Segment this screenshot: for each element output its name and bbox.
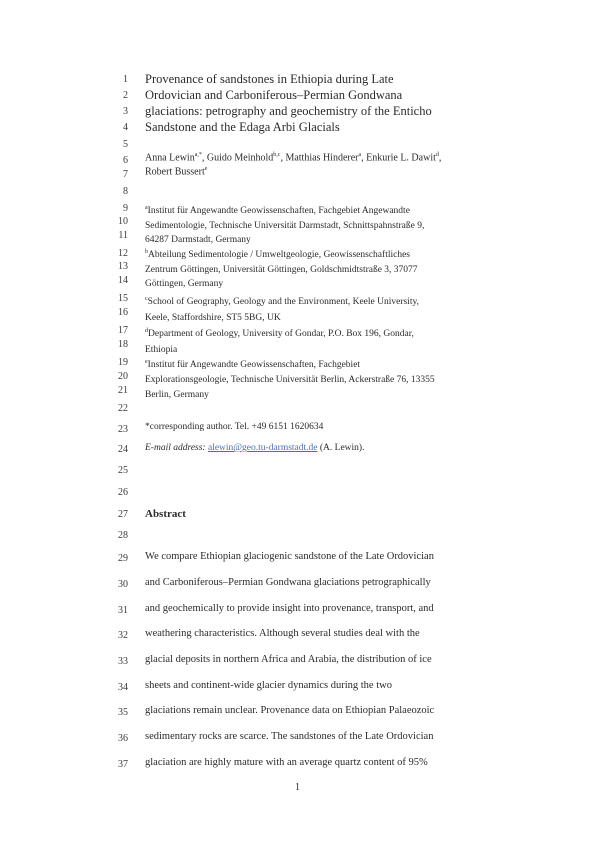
abstract-line: and Carboniferous–Permian Gondwana glaciations petrographically bbox=[145, 577, 431, 588]
author-affiliation-sup: a,* bbox=[194, 152, 202, 158]
abstract-line: glacial deposits in northern Africa and Arabia, the distribution of ice bbox=[145, 654, 432, 665]
affiliation-line: Institut für Angewandte Geowissenschaften, Fachgebiet bbox=[147, 360, 361, 371]
line-number: 26 bbox=[118, 487, 128, 498]
line-number: 34 bbox=[118, 682, 128, 693]
abstract-heading: Abstract bbox=[145, 508, 186, 520]
author-affiliation-sup: a bbox=[358, 152, 362, 158]
author-list bbox=[145, 152, 465, 163]
corresponding-author: *corresponding author. Tel. +49 6151 1620634 bbox=[145, 422, 324, 432]
affiliation-sup: d bbox=[145, 328, 148, 334]
line-number: 6 bbox=[123, 155, 128, 166]
affiliation-line: 64287 Darmstadt, Germany bbox=[145, 235, 251, 246]
line-number: 30 bbox=[118, 579, 128, 590]
line-number: 29 bbox=[118, 553, 128, 564]
line-number: 28 bbox=[118, 530, 128, 541]
affiliation-line: Sedimentologie, Technische Universität Darmstadt, Schnittspahnstraße 9, bbox=[145, 220, 425, 231]
line-number: 13 bbox=[118, 261, 128, 272]
line-number: 9 bbox=[123, 203, 128, 214]
line-number: 24 bbox=[118, 444, 128, 455]
line-number: 8 bbox=[123, 186, 128, 197]
abstract-line: weathering characteristics. Although several studies deal with the bbox=[145, 628, 420, 639]
abstract-line: We compare Ethiopian glaciogenic sandstone of the Late Ordovician bbox=[145, 551, 434, 562]
author-separator: , bbox=[438, 152, 442, 164]
abstract-line: glaciation are highly mature with an average quartz content of 95% bbox=[145, 757, 428, 768]
affiliation-line: Abteilung Sedimentologie / Umweltgeologie, Geowissenschaftliches bbox=[148, 250, 410, 261]
line-number: 14 bbox=[118, 275, 128, 286]
affiliation-line: Department of Geology, University of Gondar, P.O. Box 196, Gondar, bbox=[148, 329, 414, 340]
email-label: E-mail address: bbox=[145, 443, 206, 453]
line-number: 18 bbox=[118, 339, 128, 350]
line-number: 32 bbox=[118, 630, 128, 641]
author-affiliation-sup: e bbox=[204, 166, 208, 172]
affiliation-line: School of Geography, Geology and the Environment, Keele University, bbox=[147, 297, 419, 308]
affiliation-line: Ethiopia bbox=[145, 345, 178, 356]
affiliation-sup: b bbox=[145, 249, 148, 255]
line-number: 20 bbox=[118, 371, 128, 382]
email-link[interactable]: alewin@geo.tu-darmstadt.de bbox=[207, 443, 318, 453]
line-number: 15 bbox=[118, 293, 128, 304]
affiliation-line: Zentrum Göttingen, Universität Göttingen, Goldschmidtstraße 3, 37077 bbox=[145, 264, 418, 275]
line-number: 19 bbox=[118, 357, 128, 368]
author-name: , Guido Meinhold bbox=[201, 152, 274, 164]
line-number: 17 bbox=[118, 325, 128, 336]
line-number: 31 bbox=[118, 605, 128, 616]
affiliation-sup: a bbox=[145, 205, 148, 211]
email-suffix: (A. Lewin). bbox=[317, 443, 365, 453]
affiliation-sup: e bbox=[145, 359, 148, 365]
abstract-line: sheets and continent-wide glacier dynamics during the two bbox=[145, 680, 392, 691]
line-number: 21 bbox=[118, 385, 128, 396]
line-number: 16 bbox=[118, 307, 128, 318]
affiliation-a bbox=[145, 201, 465, 248]
line-number: 35 bbox=[118, 707, 128, 718]
line-number: 7 bbox=[123, 169, 128, 180]
line-number: 33 bbox=[118, 656, 128, 667]
affiliation-d bbox=[145, 323, 465, 358]
affiliation-line: Berlin, Germany bbox=[145, 390, 209, 401]
line-number: 4 bbox=[123, 122, 128, 133]
line-number: 22 bbox=[118, 403, 128, 414]
email-line bbox=[145, 443, 465, 453]
line-number: 37 bbox=[118, 759, 128, 770]
author-list bbox=[145, 166, 465, 177]
line-number: 25 bbox=[118, 465, 128, 476]
abstract-line: sedimentary rocks are scarce. The sandstones of the Late Ordovician bbox=[145, 731, 434, 742]
line-number: 12 bbox=[118, 248, 128, 259]
line-number: 2 bbox=[123, 90, 128, 101]
abstract-line: and geochemically to provide insight into provenance, transport, and bbox=[145, 603, 434, 614]
affiliation-line: Institut für Angewandte Geowissenschaften, Fachgebiet Angewandte bbox=[147, 206, 410, 217]
paper-title-line: glaciations: petrography and geochemistry of the Enticho bbox=[145, 104, 432, 118]
line-number: 23 bbox=[118, 424, 128, 435]
author-name: , Enkurie L. Dawit bbox=[361, 152, 436, 164]
abstract-line: glaciations remain unclear. Provenance data on Ethiopian Palaeozoic bbox=[145, 705, 435, 716]
line-number: 10 bbox=[118, 216, 128, 227]
author-name: Anna Lewin bbox=[145, 152, 195, 164]
author-name: Robert Bussert bbox=[145, 166, 205, 178]
affiliation-c bbox=[145, 291, 465, 326]
line-number: 3 bbox=[123, 106, 128, 117]
line-number: 5 bbox=[123, 139, 128, 150]
affiliation-line: Göttingen, Germany bbox=[145, 279, 224, 290]
author-affiliation-sup: d bbox=[435, 152, 439, 158]
author-affiliation-sup: b,c bbox=[273, 152, 281, 158]
affiliation-b bbox=[145, 245, 465, 292]
affiliation-e bbox=[145, 355, 465, 403]
line-number: 36 bbox=[118, 733, 128, 744]
line-number: 1 bbox=[123, 74, 128, 85]
line-number: 27 bbox=[118, 509, 128, 520]
paper-title-line: Ordovician and Carboniferous–Permian Gondwana bbox=[145, 88, 403, 102]
affiliation-sup: c bbox=[145, 296, 148, 302]
affiliation-line: Keele, Staffordshire, ST5 5BG, UK bbox=[145, 313, 281, 324]
paper-title-line: Provenance of sandstones in Ethiopia during Late bbox=[145, 72, 394, 86]
page-number: 1 bbox=[295, 782, 300, 793]
paper-title-line: Sandstone and the Edaga Arbi Glacials bbox=[145, 120, 340, 134]
affiliation-line: Explorationsgeologie, Technische Universität Berlin, Ackerstraße 76, 13355 bbox=[145, 375, 435, 386]
line-number: 11 bbox=[118, 230, 128, 241]
author-name: , Matthias Hinderer bbox=[280, 152, 359, 164]
